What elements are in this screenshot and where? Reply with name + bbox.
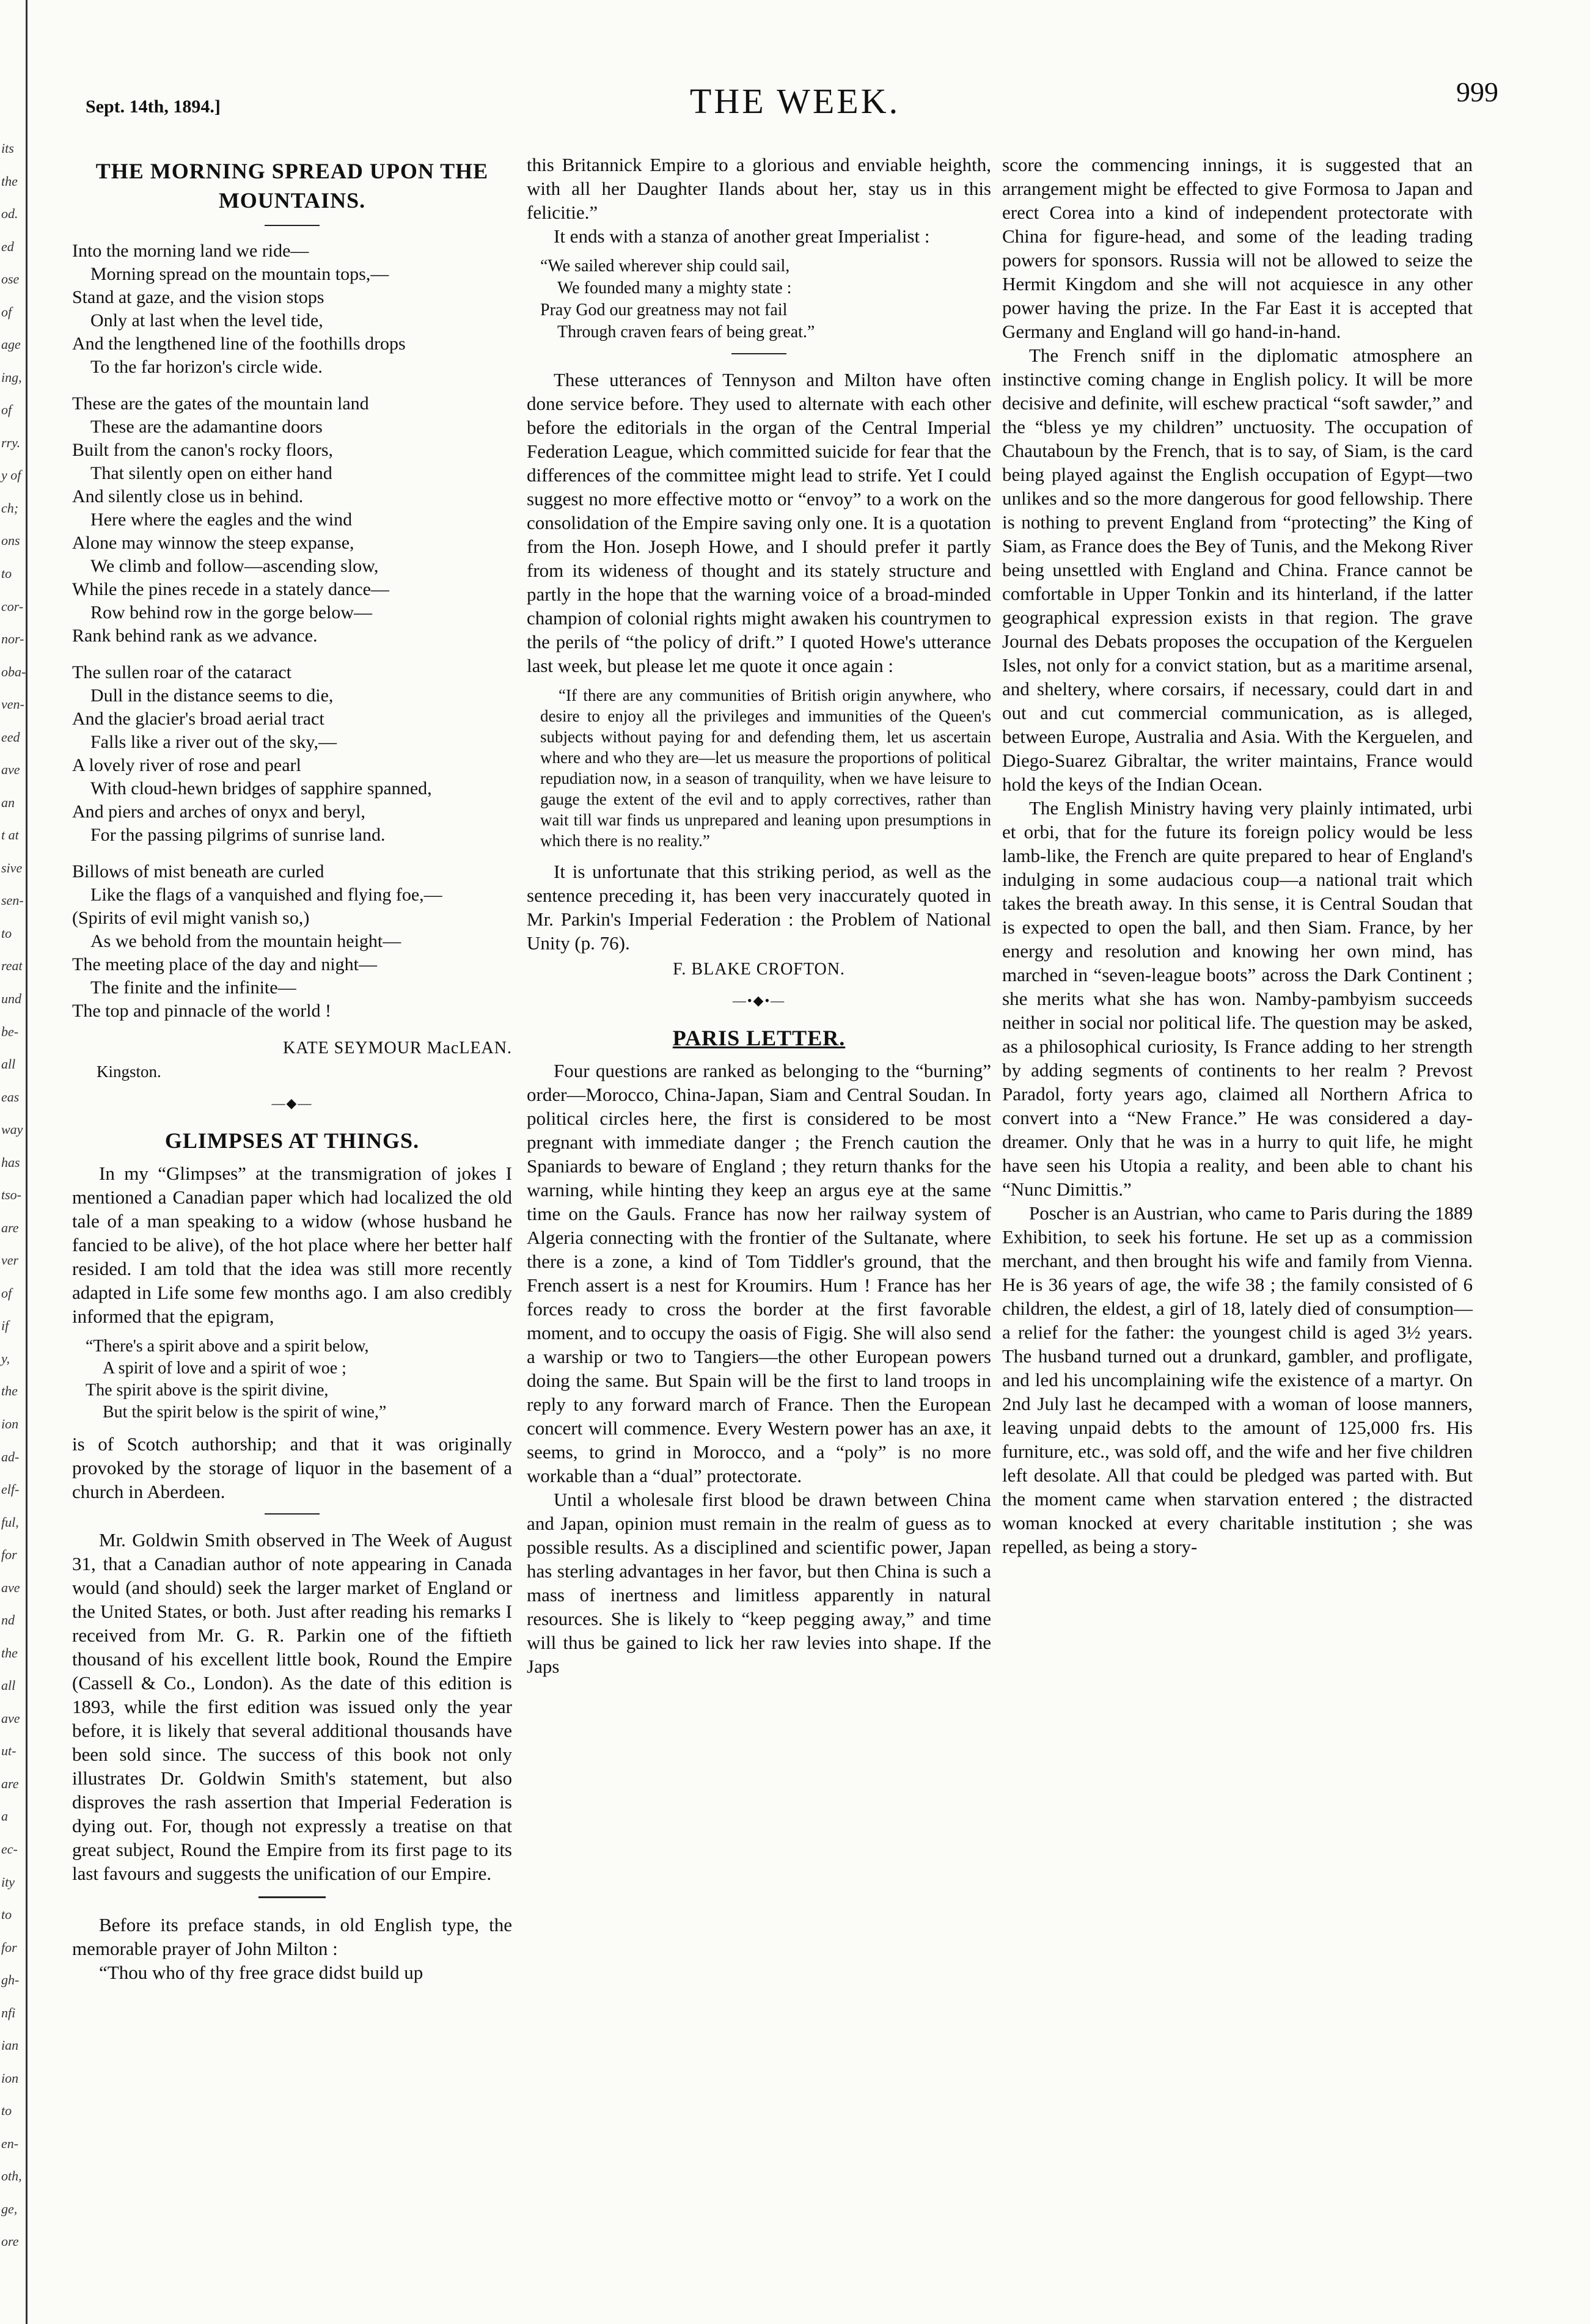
margin-fragment: all [1,1056,16,1072]
stanza-quote [540,255,991,343]
margin-fragment: t at [1,827,19,843]
margin-fragment: ion [1,2070,19,2086]
paragraph: is of Scotch authorship; and that it was originally provoked by the storage of liquor in the basement of a church in Aberdeen. [72,1433,512,1502]
margin-fragment: y, [1,1350,10,1366]
margin-fragment: und [1,991,21,1006]
margin-fragment: ose [1,271,20,287]
margin-fragment: ed [1,238,14,254]
margin-fragment: to [1,1907,12,1923]
poem-line: And piers and arches of onyx and beryl, [72,802,365,822]
margin-fragment: oba- [1,663,26,679]
margin-fragment: reat [1,958,23,974]
margin-fragment: if [1,1318,9,1334]
divider [265,225,320,226]
paragraph: Mr. Goldwin Smith observed in The Week of August 31, that a Canadian author of note appearing in Canada would (and should) seek the larger market of England or the United States, or both. Just after reading his remarks I received from Mr. G. R. Parkin one of the fiftieth thousand of his excellent little book, Round the Empire (Cassell & Co., London). As the date of this edition is 1893, while the first edition was issued only the year before, it is likely that several additional thousands have been sold since. The success of this book not only illustrates Dr. Goldwin Smith's statement, but also disproves the rash assertion that Imperial Federation is dying out. For, though not expressly a treatise on that great subject, Round the Empire from its first page to its last favours and suggests the unification of our Empire. [72,1529,512,1884]
margin-fragment: sen- [1,893,24,908]
margin-fragment: ec- [1,1841,18,1857]
margin-fragment: the [1,1645,18,1661]
verse-line: But the spirit below is the spirit of wine,” [103,1403,387,1422]
paragraph: The French sniff in the diplomatic atmosphere an instinctive coming change in English policy. It will be more decisive and definite, will eschew practical “soft sawder,” and the “bless ye my children” unctuosity. The occupation of Chautaboun by the French, that is to say, of Siam, is the card being played against the English occupation of Egypt—two unlikes and so the more dangerous for good fellowship. There is nothing to prevent England from “protecting” the King of Siam, as France does the Bey of Tunis, and the Mekong River being unsettled with England and China. France cannot be comfortable in Upper Tonkin and its hinterland, if the latter geographical expression exists in that region. The grave Journal des Debats proposes the occupation of the Kerguelen Isles, not only for a convict station, but as a maritime arsenal, and sheltery, where corsairs, if necessary, could dart in and out and cut commercial communication, as is alleged, between Europe, Australia and Asia. With the Kerguelen, and Diego-Suarez Gibraltar, the writer maintains, France would hold the keys of the Indian Ocean. [1002,345,1473,795]
poem-line: With cloud-hewn bridges of sapphire spanned, [90,778,432,798]
margin-fragment: ver [1,1252,19,1268]
margin-fragment: ion [1,1416,19,1431]
margin-fragment: for [1,1547,17,1563]
margin-fragment: eed [1,729,20,745]
margin-fragment: nor- [1,631,24,647]
left-margin-fragments [0,0,27,2324]
ornament-divider: —•◆•— [732,993,786,1008]
verse-line: Pray God our greatness may not fail [540,301,788,320]
poem-line: Stand at gaze, and the vision stops [72,287,324,307]
paragraph: Poscher is an Austrian, who came to Paris during the 1889 Exhibition, to seek his fortune. He set up as a commission merchant, and then brought his wife and family from Vienna. He is 36 years of age, the wife 38 ; the family consisted of 6 children, the eldest, a girl of 18, lately died of consumption—a relief for the father: the youngest child is aged 3½ years. The husband turned out a drunkard, gambler, and profligate, and led his uncomplaining wife the existence of a martyr. On 2nd July last he decamped with a woman of loose manners, leaving unpaid debts to the amount of 125,000 frs. His furniture, etc., was sold off, and the wife and her five children left desolate. All that could be pledged was parted with. But the moment came when starvation entered ; the distracted woman knocked at every charitable institution ; she was repelled, as being a story- [1002,1202,1473,1557]
margin-fragment: be- [1,1023,19,1039]
margin-fragment: of [1,402,12,418]
margin-fragment: a [1,1808,8,1824]
poem-stanza [72,860,512,1023]
poem-line: (Spirits of evil might vanish so,) [72,908,310,928]
paragraph: Before its preface stands, in old English type, the memorable prayer of John Milton : [72,1914,512,1959]
margin-fragment: nfi [1,2004,16,2020]
margin-fragment: ave [1,762,20,778]
margin-fragment: ge, [1,2201,18,2216]
margin-fragment: its [1,141,14,156]
paragraph: this Britannick Empire to a glorious and enviable heighth, with all her Daughter Ilands about her, stay us in this felicitie.” [527,154,991,223]
margin-fragment: are [1,1219,19,1235]
section-title-glimpses: GLIMPSES AT THINGS. [164,1128,420,1153]
margin-fragment: ave [1,1710,20,1726]
issue-date: Sept. 14th, 1894.] [86,97,221,117]
divider [265,1513,320,1515]
poem-line: These are the adamantine doors [90,417,323,437]
poem-line: To the far horizon's circle wide. [90,357,323,377]
poem-line: Billows of mist beneath are curled [72,861,324,882]
paragraph: The English Ministry having very plainly intimated, urbi et orbi, that for the future its foreign policy would be less lamb-like, the French are quite prepared to hear of England's indulging in some audacious coup—a national trait which takes the breath away. In this sense, it is Central Soudan that is expected to open the ball, and then Siam. France, by her energy and resolution and knowing her own mind, has marched in “seven-league boots” across the Dark Continent ; she merits what she has won. Namby-pambyism succeeds neither in social nor political life. The question may be asked, as a philosophical curiosity, Is France adding to her strength by adding segments of continents to her realm ? Prevost Paradol, forty years ago, claimed all Northern Africa to convert into a “New France.” He was considered a day-dreamer. Only that he was in a hurry to quit life, he might have seen his Utopia a reality, and been able to chant his “Nunc Dimittis.” [1002,797,1473,1200]
margin-fragment: of [1,304,12,320]
poem-line: Row behind row in the gorge below— [90,602,373,623]
column-2 [527,153,991,1678]
margin-fragment: ore [1,2234,19,2249]
margin-fragment: gh- [1,1972,20,1988]
poem-line: Only at last when the level tide, [90,310,323,331]
margin-fragment: to [1,2103,12,2119]
page-header [0,72,1590,127]
page-number: 999 [1456,76,1498,108]
margin-fragment: has [1,1154,20,1170]
margin-fragment: en- [1,2135,19,2151]
divider [258,1896,326,1898]
paragraph: These utterances of Tennyson and Milton have often done service before. They used to alternate with each other before the editorials in the organ of the Central Imperial Federation League, which committed suicide for fear that the differences of the committee might lead to strife. Yet I could suggest no more effective motto or “envoy” to a work on the consolidation of the Empire saving only one. It is a quotation from the Hon. Joseph Howe, and I should prefer it partly from its wideness of thought and its stately structure and partly in the hope that the warning voice of a broad-minded champion of colonial rights might awaken his countrymen to the perils of “the policy of drift.” I quoted Howe's utterance last week, but please let me quote it once again : [527,369,991,676]
poem-line: For the passing pilgrims of sunrise land. [90,825,386,845]
poem-line: Morning spread on the mountain tops,— [90,264,389,284]
poem-line: We climb and follow—ascending slow, [90,556,379,576]
poem-line: The top and pinnacle of the world ! [72,1001,332,1021]
paragraph: Four questions are ranked as belonging to the “burning” order—Morocco, China-Japan, Siam and Central Soudan. In political circles here, the first is considered to be most pregnant with immediate danger ; the French caution the Spaniards to beware of England ; they return thanks for the warning, while hinting they keep an argus eye at the same time on the Gauls. France has now her railway system of Algeria connecting with the frontier of the Sultanate, where there is a zone, a kind of Tom Tiddler's ground, that the French assert is a nest for Kroumirs. Hum ! France has her forces ready to cross the border at the first favorable moment, and to occupy the oasis of Figig. She will also send a warship or two to Tangiers—the other European powers doing the same. But Spain will be the first to land troops in reply to any forward march of France. Then the European concert will commence. Every Western power has an axe, it seems, to grind in Morocco, and a “poly” is no more workable than a “dual” protectorate. [527,1060,991,1486]
margin-fragment: ad- [1,1449,20,1464]
margin-fragment: the [1,173,18,189]
margin-fragment: ing, [1,369,22,385]
margin-fragment: for [1,1939,17,1955]
poem-stanza [72,392,512,648]
margin-fragment: sive [1,860,23,875]
article-author: F. BLAKE CROFTON. [673,960,845,979]
margin-fragment: oth, [1,2168,22,2184]
poem-line: Dull in the distance seems to die, [90,685,334,706]
verse-line: The spirit above is the spirit divine, [86,1381,329,1400]
margin-fragment: eas [1,1089,20,1105]
paragraph: It is unfortunate that this striking period, as well as the sentence preceding it, has been very inaccurately quoted in Mr. Parkin's Imperial Federation : the Problem of National Unity (p. 76). [527,861,991,954]
margin-fragment: rry. [1,434,21,450]
poem-line: A lovely river of rose and pearl [72,755,301,775]
margin-fragment: all [1,1678,16,1694]
margin-fragment: are [1,1775,19,1791]
margin-fragment: ity [1,1874,15,1890]
section-title-paris: PARIS LETTER. [672,1026,846,1050]
poem-line: Falls like a river out of the sky,— [90,732,337,752]
poem-line: Into the morning land we ride— [72,241,309,261]
margin-fragment: ian [1,2037,19,2053]
poem-line: That silently open on either hand [90,463,332,483]
margin-fragment: ons [1,533,20,549]
margin-fragment: ful, [1,1514,19,1530]
poem-line: While the pines recede in a stately dance— [72,579,389,599]
margin-fragment: the [1,1383,18,1399]
margin-fragment: elf- [1,1482,20,1497]
poem-line: And the glacier's broad aerial tract [72,709,324,729]
quote-text: “If there are any communities of British origin anywhere, who desire to enjoy all the privileges and immunities of the Queen's subjects without paying for and defending them, let us ascertain where and who they are—let us measure the proportions of political repudiation now, in a season of tranquility, when we have leisure to gauge the extent of the evil and to apply correctives, rather than wait till war finds us unprepared and leaning upon presumptions in which there is no reality.” [540,686,991,850]
margin-fragment: of [1,1285,12,1301]
poem-line: Like the flags of a vanquished and flying foe,— [90,885,442,905]
margin-fragment: to [1,925,12,941]
poem-author: KATE SEYMOUR MacLEAN. [283,1039,512,1058]
margin-fragment: ave [1,1579,20,1595]
poem-line: Rank behind rank as we advance. [72,626,318,646]
margin-fragment: tso- [1,1187,21,1203]
paragraph: score the commencing innings, it is suggested that an arrangement might be effected to give Formosa to Japan and erect Corea into a kind of independent protectorate with China for figure-head, and some of the leading trading powers for sponsors. Russia will not be allowed to seize the Hermit Kingdom and she will not acquiesce in any other power having the prize. In the Far East it is accepted that Germany and England will go hand-in-hand. [1002,154,1473,342]
poem-place: Kingston. [97,1062,161,1081]
poem-line: Here where the eagles and the wind [90,510,353,530]
quote-line: “Thou who of thy free grace didst build up [99,1962,423,1983]
column-1 [72,153,512,1984]
poem-line: These are the gates of the mountain land [72,393,369,414]
margin-fragment: nd [1,1612,15,1628]
margin-fragment: ut- [1,1743,16,1759]
margin-fragment: way [1,1122,23,1138]
margin-fragment: age [1,337,21,353]
poem-stanza [72,661,512,847]
margin-fragment: to [1,566,12,581]
ornament-divider: —◆— [271,1095,313,1111]
paragraph: In my “Glimpses” at the transmigration of jokes I mentioned a Canadian paper which had localized the old tale of a man speaking to a widow (whose husband he fancied to be alive), of the hot place where her better half resided. I am told that the idea was still more recently adapted in Life some few months ago. I am also credibly informed that the epigram, [72,1163,512,1327]
poem-line: Built from the canon's rocky floors, [72,440,333,460]
paragraph: It ends with a stanza of another great Imperialist : [554,225,930,247]
margin-fragment: ch; [1,500,19,516]
verse-line: We founded many a mighty state : [557,279,792,298]
column-3 [1002,153,1473,1558]
divider [731,353,786,354]
verse-line: A spirit of love and a spirit of woe ; [103,1359,346,1378]
journal-title: THE WEEK. [689,81,901,121]
poem-stanza [72,239,512,379]
verse-line: “There's a spirit above and a spirit below, [86,1337,369,1356]
poem-line: Alone may winnow the steep expanse, [72,533,354,553]
poem-title: THE MORNING SPREAD UPON THE MOUNTAINS. [95,159,489,213]
poem-line: The sullen roar of the cataract [72,662,291,682]
paragraph: Until a wholesale first blood be drawn between China and Japan, opinion must remain in the realm of guess as to possible results. As a disciplined and scientific power, Japan has sterling advantages in her favor, but then China is such a mass of inertness and limitless apparently in natural resources. She is likely to “keep pegging away,” and time will thus be gained to lick her raw levies into shape. If the Japs [527,1489,991,1677]
margin-fragment: cor- [1,598,24,614]
margin-fragment: an [1,794,15,810]
poem-line: And the lengthened line of the foothills drops [72,334,406,354]
margin-fragment: y of [1,467,21,483]
poem-line: And silently close us in behind. [72,486,304,506]
epigram [86,1336,512,1423]
verse-line: “We sailed wherever ship could sail, [540,257,790,276]
margin-fragment: ven- [1,696,24,712]
poem-line: As we behold from the mountain height— [90,931,401,951]
verse-line: Through craven fears of being great.” [557,323,815,342]
poem [72,239,512,1023]
howe-quote [540,685,991,851]
poem-line: The finite and the infinite— [90,977,296,998]
margin-fragment: od. [1,206,18,222]
poem-line: The meeting place of the day and night— [72,954,377,974]
